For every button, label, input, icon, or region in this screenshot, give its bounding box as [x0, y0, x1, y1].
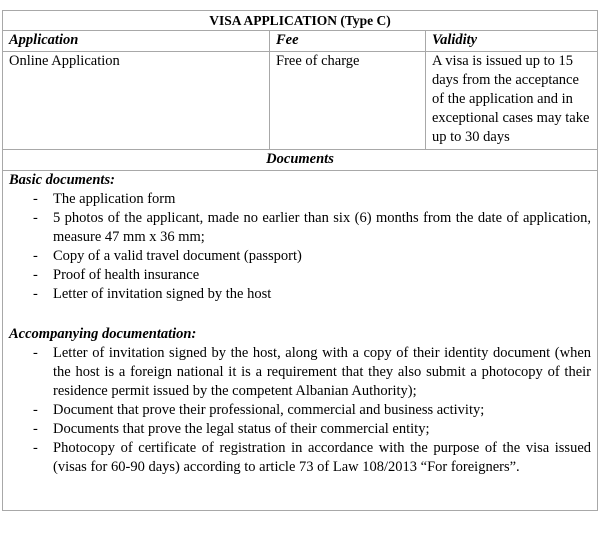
- dash-marker: -: [33, 267, 38, 283]
- list-item-text: Letter of invitation signed by the host, along with a copy of their identity document (when the host is a foreign national it is a requirement that they also submit a photocopy of their residence permit issued by the competent Albanian Authority);: [53, 345, 592, 399]
- list-item: [9, 439, 591, 477]
- list-item: [9, 344, 591, 401]
- column-header-fee: Fee: [270, 31, 426, 52]
- column-header-application: Application: [3, 31, 270, 52]
- basic-documents-title: Basic documents:: [9, 172, 115, 188]
- list-item-text: Copy of a valid travel document (passport): [53, 248, 302, 264]
- dash-marker: -: [33, 345, 38, 361]
- list-item: [9, 209, 591, 247]
- section-spacer: [9, 304, 591, 325]
- visa-table: [2, 10, 598, 511]
- list-item: [9, 420, 591, 439]
- accompanying-documents-list: [9, 344, 591, 477]
- column-header-validity: Validity: [426, 31, 598, 52]
- cell-application: Online Application: [3, 52, 270, 150]
- dash-marker: -: [33, 210, 38, 226]
- list-item: [9, 266, 591, 285]
- dash-marker: -: [33, 421, 38, 437]
- table-title: VISA APPLICATION (Type C): [3, 11, 598, 31]
- dash-marker: -: [33, 440, 38, 456]
- documents-header: Documents: [3, 150, 598, 171]
- dash-marker: -: [33, 286, 38, 302]
- list-item-text: The application form: [53, 191, 176, 207]
- accompanying-documents-title: Accompanying documentation:: [9, 326, 197, 342]
- dash-marker: -: [33, 191, 38, 207]
- dash-marker: -: [33, 402, 38, 418]
- list-item: [9, 285, 591, 304]
- documents-cell: [3, 171, 598, 511]
- basic-documents-list: [9, 190, 591, 304]
- dash-marker: -: [33, 248, 38, 264]
- list-item-text: Documents that prove the legal status of their commercial entity;: [53, 421, 430, 437]
- list-item-text: Proof of health insurance: [53, 267, 200, 283]
- list-item: [9, 247, 591, 266]
- list-item: [9, 190, 591, 209]
- list-item-text: Photocopy of certificate of registration in accordance with the purpose of the visa issued (visas for 60-90 days) according to article 73 of Law 108/2013 “For foreigners”.: [53, 440, 592, 475]
- list-item-text: 5 photos of the applicant, made no earlier than six (6) months from the date of application, measure 47 mm x 36 mm;: [53, 210, 592, 245]
- list-item-text: Document that prove their professional, commercial and business activity;: [53, 402, 485, 418]
- cell-fee: Free of charge: [270, 52, 426, 150]
- list-item: [9, 401, 591, 420]
- cell-validity: A visa is issued up to 15 days from the acceptance of the application and in exceptional cases may take up to 30 days: [426, 52, 598, 150]
- list-item-text: Letter of invitation signed by the host: [53, 286, 272, 302]
